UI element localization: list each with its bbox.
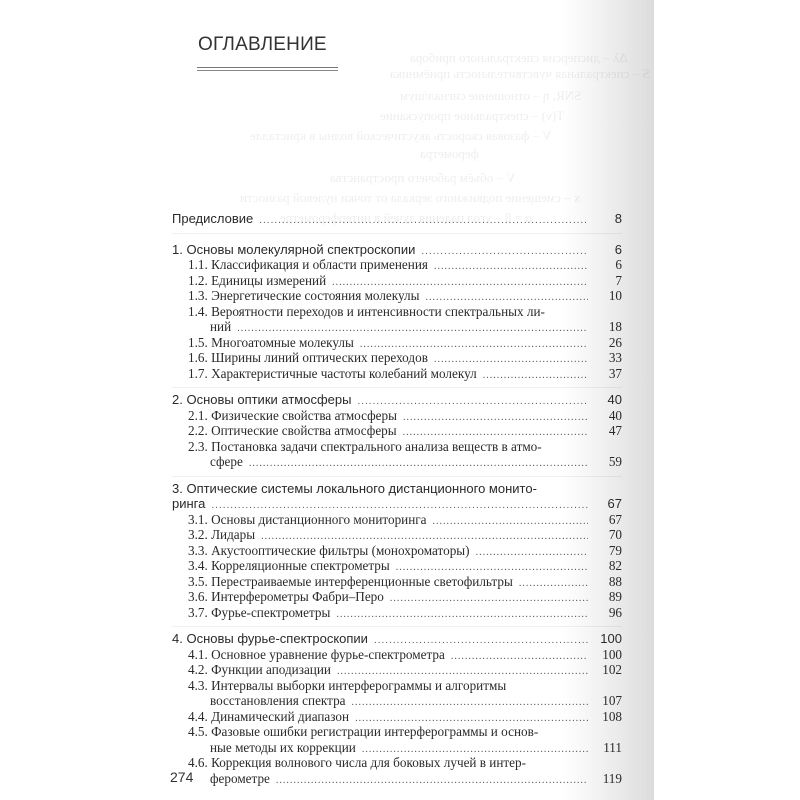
- toc-chapter-entry[interactable]: [172, 211, 622, 229]
- toc-chapter-entry[interactable]: [172, 481, 622, 514]
- toc-entry-title: 1.4. Вероятности переходов и интенсивности спектральных ли-: [188, 303, 545, 319]
- toc-entry-title-continuation: ные методы их коррекции: [210, 739, 356, 755]
- section-divider: [172, 387, 622, 388]
- toc-entry-title: 4. Основы фурье-спектроскопии: [172, 631, 368, 646]
- section-divider: [172, 233, 622, 234]
- toc-entry-title: 1.2. Единицы измерений: [188, 272, 327, 288]
- dot-leader: [483, 368, 588, 384]
- toc-entry-title: 3.2. Лидары: [188, 527, 256, 542]
- toc-entry-title: 2.2. Оптические свойства атмосферы: [188, 423, 397, 438]
- toc-section-entry[interactable]: [172, 678, 622, 711]
- toc-page-number: 88: [608, 573, 622, 589]
- toc-entry-title: 4.6. Коррекция волнового числа для боковых лучей в интер-: [188, 755, 527, 770]
- toc-entry-title: 4.3. Интервалы выборки интерферограммы и алгоритмы: [188, 677, 507, 693]
- toc-page-number: 67: [608, 511, 622, 527]
- toc-page-number: 37: [608, 365, 622, 381]
- toc-page-number: 108: [602, 708, 622, 724]
- toc-entry-title: 3.1. Основы дистанционного мониторинга: [188, 511, 427, 527]
- toc-entry-title: 1.3. Энергетические состояния молекулы: [188, 288, 420, 303]
- toc-section-entry[interactable]: [172, 366, 622, 384]
- page-number: 274: [170, 769, 194, 785]
- toc-page-number: 7: [615, 272, 622, 288]
- toc-section-entry[interactable]: [172, 304, 622, 337]
- toc-entry-title: 4.1. Основное уравнение фурье-спектрометра: [188, 646, 445, 662]
- toc-entry-title: 1. Основы молекулярной спектроскопии: [172, 241, 416, 257]
- dot-leader: [336, 607, 588, 623]
- toc-heading: ОГЛАВЛЕНИЕ: [198, 34, 327, 55]
- toc-entry-title: 4.2. Функции аподизации: [188, 662, 331, 677]
- dot-leader: [259, 213, 588, 229]
- toc-entry-title: 1.6. Ширины линий оптических переходов: [188, 350, 428, 365]
- toc-entry-title: 3.7. Фурье-спектрометры: [188, 604, 331, 620]
- toc-page-number: 10: [608, 288, 622, 303]
- toc-entry-title-continuation: ринга: [172, 496, 206, 511]
- toc-page-number: 67: [607, 496, 622, 511]
- toc-page-number: 100: [602, 646, 622, 662]
- toc-entry-title: 2. Основы оптики атмосферы: [172, 392, 352, 407]
- toc-page-number: 70: [608, 527, 622, 542]
- toc-page-number: 82: [608, 558, 622, 573]
- toc-entry-title: 3.4. Корреляционные спектрометры: [188, 558, 390, 573]
- toc-page-number: 89: [608, 589, 622, 604]
- toc-page-number: 33: [608, 350, 622, 365]
- toc-section-entry[interactable]: [172, 605, 622, 623]
- dot-leader: [276, 773, 588, 789]
- toc-page-number: 40: [607, 392, 622, 407]
- toc-page-number: 119: [602, 770, 622, 786]
- dot-leader: [249, 456, 588, 472]
- toc-page-number: 26: [608, 334, 622, 350]
- toc-entry-title: 3.5. Перестраиваемые интерференционные светофильтры: [188, 573, 513, 589]
- toc-page-number: 40: [608, 407, 622, 423]
- show-through-text: Δλ – дисперсия спектрального прибора S – спектральная чувствительность приёмника SNR, η – отношение сигнал/шум T(ν) – спектральное пропускание V – фазовая скорость акустической волны в кристалле ферометра V – объём рабочего пространства x – смещение подвижного зеркала от точки нулевой разности α = β – угол падения лучей в интерферометре: [240, 50, 650, 225]
- toc-page-number: 100: [600, 631, 622, 646]
- toc-section-entry[interactable]: [172, 755, 622, 788]
- toc-entry-title: 3.6. Интерферометры Фабри–Перо: [188, 589, 384, 604]
- toc-section-entry[interactable]: [172, 439, 622, 472]
- toc-entry-title: 1.5. Многоатомные молекулы: [188, 334, 354, 350]
- toc-section-entry[interactable]: [172, 724, 622, 757]
- toc-entry-title: Предисловие: [172, 211, 254, 226]
- toc-entry-title: 4.4. Динамический диапазон: [188, 708, 350, 724]
- toc-page-number: 96: [608, 604, 622, 620]
- toc-page-number: 47: [608, 423, 622, 438]
- toc-page-number: 8: [614, 211, 622, 226]
- heading-double-rule: [197, 67, 338, 71]
- toc-entry-title: 1.1. Классификация и области применения: [188, 257, 428, 272]
- toc-page-number: 79: [608, 542, 622, 558]
- toc-entry-title-continuation: сфере: [210, 454, 243, 469]
- toc-page-number: 18: [608, 319, 622, 334]
- section-divider: [172, 476, 622, 477]
- toc-entry-title: 2.1. Физические свойства атмосферы: [188, 407, 397, 423]
- toc-page-number: 107: [602, 693, 622, 708]
- toc-entry-title: 3. Оптические системы локального дистанционного монито-: [172, 480, 537, 496]
- section-divider: [172, 626, 622, 627]
- toc-entry-title-continuation: восстановления спектра: [210, 693, 346, 708]
- toc-entry-title: 4.5. Фазовые ошибки регистрации интерферограммы и основ-: [188, 724, 539, 739]
- toc-entry-title: 3.3. Акустооптические фильтры (монохроматоры): [188, 542, 470, 558]
- toc-page-number: 111: [603, 739, 622, 755]
- toc-entry-title: 1.7. Характеристичные частоты колебаний молекул: [188, 365, 477, 381]
- toc-entry-title: 2.3. Постановка задачи спектрального анализа веществ в атмо-: [188, 438, 542, 454]
- toc-entry-title-continuation: ний: [210, 319, 232, 334]
- toc-entry-title-continuation: ферометре: [210, 770, 270, 786]
- toc-page-number: 6: [615, 257, 622, 272]
- toc-page-number: 6: [614, 241, 622, 257]
- toc-page-number: 102: [602, 662, 622, 677]
- toc-page-number: 59: [608, 454, 622, 469]
